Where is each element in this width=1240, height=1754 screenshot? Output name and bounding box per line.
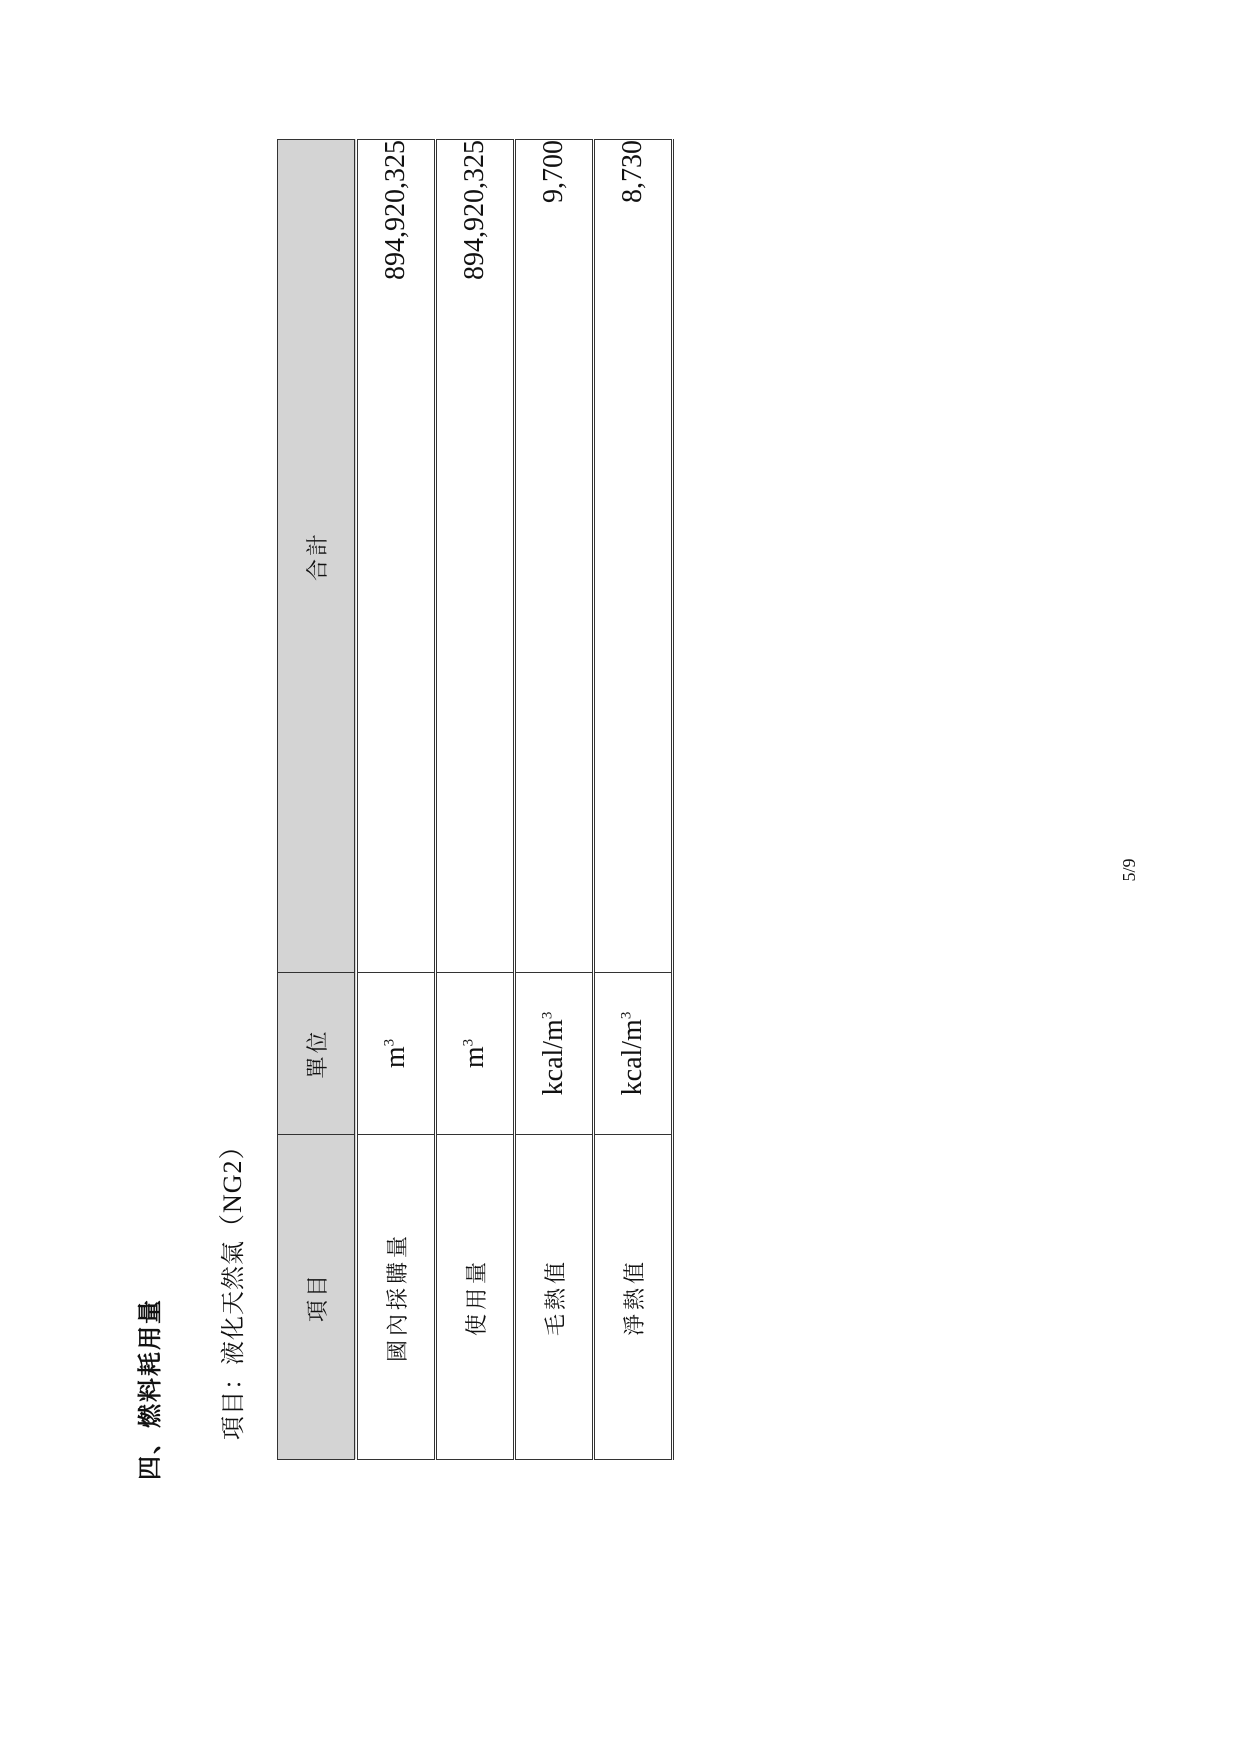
table-row: [594, 140, 673, 1460]
row-total: 9,700: [515, 140, 594, 973]
header-item: 項目: [278, 1135, 357, 1460]
unit-exponent: 3: [381, 1038, 398, 1047]
item-code: （NG2）: [218, 1132, 247, 1240]
header-total: 合計: [278, 140, 357, 973]
row-unit: [515, 973, 594, 1135]
section-heading: 四、燃料耗用量: [136, 1298, 164, 1480]
row-unit: [356, 973, 436, 1135]
unit-exponent: 3: [618, 1011, 635, 1020]
unit-base: kcal/m: [617, 1019, 648, 1096]
row-item: 淨熱值: [594, 1135, 673, 1460]
table-row: [515, 140, 594, 1460]
item-name: 液化天然氣: [219, 1240, 247, 1365]
fuel-consumption-table: [277, 139, 674, 1460]
rotated-page-content: [130, 140, 750, 1480]
page-number: 5/9: [1119, 858, 1139, 882]
table-row: [436, 140, 515, 1460]
row-total: 894,920,325: [356, 140, 436, 973]
unit-base: kcal/m: [538, 1019, 569, 1096]
unit-base: m: [459, 1046, 490, 1069]
row-unit: [436, 973, 515, 1135]
item-line: [212, 1132, 249, 1440]
row-total: 894,920,325: [436, 140, 515, 973]
row-item: 使用量: [436, 1135, 515, 1460]
unit-base: m: [380, 1046, 411, 1069]
table-header-row: [278, 140, 357, 1460]
header-unit: 單位: [278, 973, 357, 1135]
item-prefix: 項目：: [219, 1365, 247, 1440]
row-total: 8,730: [594, 140, 673, 973]
unit-exponent: 3: [539, 1011, 556, 1020]
unit-exponent: 3: [460, 1038, 477, 1047]
row-item: 國內採購量: [356, 1135, 436, 1460]
row-unit: [594, 973, 673, 1135]
table-row: [356, 140, 436, 1460]
row-item: 毛熱值: [515, 1135, 594, 1460]
